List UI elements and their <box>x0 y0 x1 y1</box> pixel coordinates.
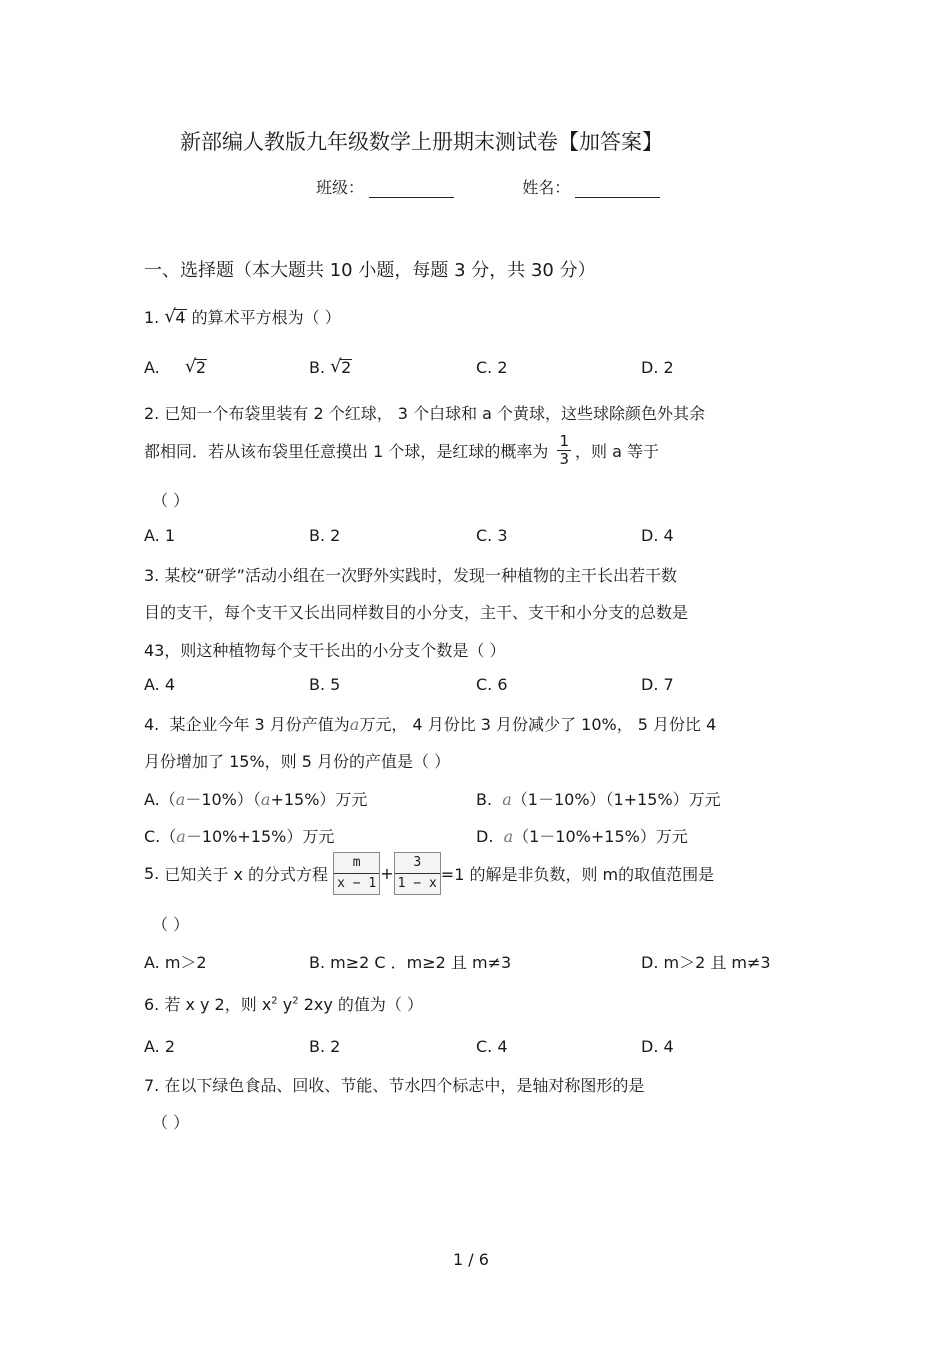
question-number: 1. <box>144 308 160 327</box>
question-2: 2. 已知一个布袋里装有 2 个红球， 3 个白球和 a 个黄球，这些球除颜色外其余 <box>144 404 706 423</box>
option-c: C. 2 <box>476 358 508 377</box>
option-d: D. 4 <box>641 1037 674 1056</box>
question-4-line2: 月份增加了 15%，则 5 月份的产值是（ ） <box>144 752 451 771</box>
option-a: A. √ 2 <box>144 356 207 377</box>
option-c: C.（a－10%+15%）万元 <box>144 827 335 846</box>
option-d: D. 2 <box>641 358 674 377</box>
option-b: B. 5 <box>309 675 341 694</box>
option-a: A. 4 <box>144 675 176 694</box>
option-a: A. 1 <box>144 526 176 545</box>
option-a: A. 2 <box>144 1037 176 1056</box>
option-c: C. 3 <box>476 526 508 545</box>
question-1 <box>144 305 341 328</box>
sqrt-expression: √ 4 <box>164 306 186 327</box>
option-b: B. √ 2 <box>309 356 352 377</box>
question-6: 6. 若 x y 2，则 $x^2$ $y^2$ 2xy 的值为（ ） <box>144 995 423 1014</box>
question-text: 的算术平方根为（ ） <box>191 308 341 327</box>
question-3: 3. 某校“研学”活动小组在一次野外实践时，发现一种植物的主干长出若干数 <box>144 566 677 585</box>
option-c: C. 4 <box>476 1037 508 1056</box>
student-info-row <box>316 175 660 198</box>
option-a: A.（a－10%）（a+15%）万元 <box>144 790 368 809</box>
option-c: C. 6 <box>476 675 508 694</box>
option-d: D. a（1－10%+15%）万元 <box>476 827 688 846</box>
answer-parens: （ ） <box>152 1113 190 1132</box>
option-a: A. m＞2 <box>144 953 207 972</box>
name-blank <box>575 179 660 198</box>
question-3-line3: 43，则这种植物每个支干长出的小分支个数是（ ） <box>144 641 506 660</box>
question-2-line2: 都相同．若从该布袋里任意摸出 1 个球，是红球的概率为 $\frac{1}{3}$ ，则 a 等于 <box>144 432 659 468</box>
option-b: B. a（1－10%）（1+15%）万元 <box>476 790 721 809</box>
fraction: $\frac{1}{3}$ <box>559 432 569 468</box>
question-5: 5. 已知关于 x 的分式方程 $\frac{m}{x - 1}$ + $\frac{3}{1 - x}$ =1 的解是非负数，则 m的取值范围是 <box>144 852 714 895</box>
answer-parens: （ ） <box>152 491 190 510</box>
fraction-m-over-x-minus-1: $\frac{m}{x - 1}$ <box>333 852 380 895</box>
option-b: B. 2 <box>309 1037 341 1056</box>
question-4: 4. 某企业今年 3 月份产值为a万元， 4 月份比 3 月份减少了 10%， 5 月份比 4 <box>144 715 717 734</box>
class-blank <box>369 179 454 198</box>
option-b: B. 2 <box>309 526 341 545</box>
fraction-3-over-1-minus-x: $\frac{3}{1 - x}$ <box>394 852 441 895</box>
question-7: 7. 在以下绿色食品、回收、节能、节水四个标志中，是轴对称图形的是 <box>144 1076 645 1095</box>
answer-parens: （ ） <box>152 915 190 934</box>
option-b-c: B. m≥2 C ．m≥2 且 m≠3 <box>309 953 512 972</box>
variable-a-image: a <box>349 715 360 734</box>
page-number: 1 / 6 <box>453 1250 489 1269</box>
question-3-line2: 目的支干，每个支干又长出同样数目的小分支，主干、支干和小分支的总数是 <box>144 603 689 622</box>
option-d: D. m＞2 且 m≠3 <box>641 953 771 972</box>
option-d: D. 7 <box>641 675 674 694</box>
option-d: D. 4 <box>641 526 674 545</box>
section-heading: 一、选择题（本大题共 10 小题，每题 3 分，共 30 分） <box>144 260 596 281</box>
class-label: 班级： <box>316 178 365 197</box>
document-title: 新部编人教版九年级数学上册期末测试卷【加答案】 <box>180 130 663 154</box>
name-label: 姓名： <box>522 178 571 197</box>
